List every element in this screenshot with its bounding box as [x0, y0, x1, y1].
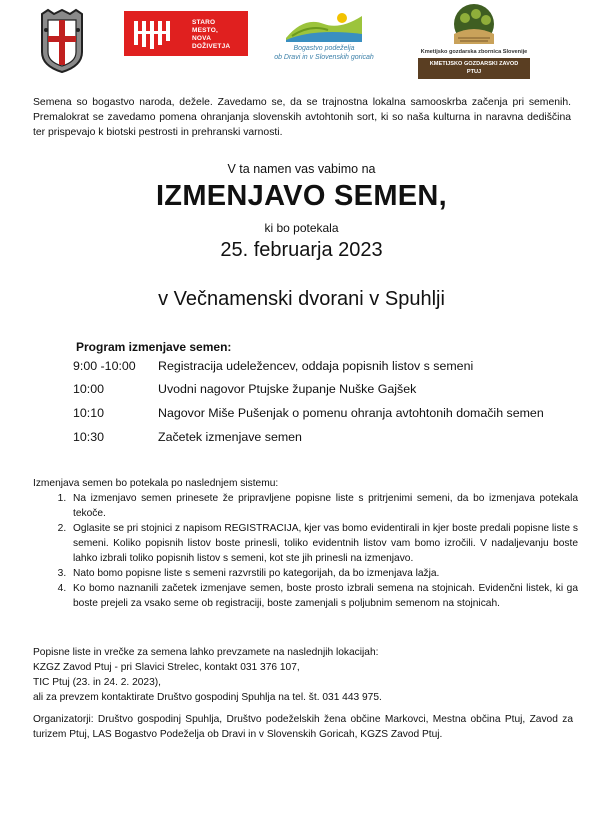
program-description: Uvodni nagovor Ptujske županje Nuške Gajšek: [158, 382, 417, 396]
organizers-paragraph: Organizatorji: Društvo gospodinj Spuhlja, Društvo podeželskih žena občine Markovci, Mestna občina Ptuj, Zavod za turizem Ptuj, LAS Bogastvo Podeželja ob Dravi in v Slovenskih Goricah, KGZS Zavod Ptuj.: [33, 714, 573, 740]
locations-line: KZGZ Zavod Ptuj - pri Slavici Strelec, kontakt 031 376 107,: [33, 662, 300, 673]
invite-line: V ta namen vas vabimo na: [227, 162, 376, 176]
kgz-logo-top-line: Kmetijsko gozdarska zbornica Slovenije: [420, 49, 528, 55]
kgz-ptuj-logo: [414, 4, 534, 80]
program-time: 10:00: [73, 382, 105, 396]
las-logo-line: Bogastvo podeželja: [293, 45, 355, 52]
las-logo: [264, 10, 384, 78]
system-step: 1. Na izmenjavo semen prinesete že pripravljene popisne liste s pritrjenimi semeni, da bo izmenjava potekala tekoče.: [69, 491, 578, 521]
logo-bar: [0, 0, 603, 90]
las-logo-line: ob Dravi in v Slovenskih goricah: [274, 54, 374, 61]
system-step: 3. Nato bomo popisne liste s semeni razvrstili po kategorijah, da bo izmenjava lažja.: [69, 566, 578, 581]
ptuj-logo-line: MESTO,: [192, 27, 219, 34]
exchange-system-section: [33, 476, 578, 611]
event-title: IZMENJAVO SEMEN,: [155, 180, 448, 212]
kgz-logo-box-line: KMETIJSKO GOZDARSKI ZAVOD: [429, 61, 519, 67]
kgz-logo-box: [418, 58, 530, 79]
kgz-logo-box-line: PTUJ: [466, 69, 482, 75]
intro-paragraph: Semena so bogastvo naroda, dežele. Zavedamo se, da se trajnostna lokalna samooskrba začenja pri semenih. Premalokrat se zavedamo pomena ohranjanja slovenskih avtohtonih sort, ki so naša kulturna in naravna dediščina ter prispevajo k biotski pestrosti in prehranski varnosti.: [33, 97, 571, 138]
ptuj-logo-line: STARO: [192, 19, 216, 26]
ptuj-logo-line: NOVA: [192, 35, 212, 42]
program-description: Registracija udeležencev, oddaja popisnih listov s semeni: [158, 359, 474, 373]
program-time: 9:00 -10:00: [73, 359, 136, 373]
system-step: 4. Ko bomo naznanili začetek izmenjave semen, boste prosto izbrali semena na stojnicah. Evidenčni listek, ki ga boste prejeli za vsako seme ob registraciji, boste zamenjali s poljubnim semenom na stojnicah.: [69, 581, 578, 611]
system-step: 2. Oglasite se pri stojnici z napisom REGISTRACIJA, kjer vas bomo evidentirali in kjer boste predali popisne liste s semeni. Koliko popisnih listov boste prinesli, toliko evidentnih listov vam bomo izročili. V nadaljevanju boste lahko izbrali toliko popisnih listov s semeni, kot ste jih prinesli na izmenjavo.: [69, 521, 578, 566]
program-section: [73, 340, 593, 444]
event-date: 25. februarja 2023: [220, 239, 383, 261]
event-venue: v Večnamenski dvorani v Spuhlji: [158, 288, 445, 310]
municipal-coat-of-arms-logo: [38, 8, 86, 74]
program-title: Program izmenjave semen:: [76, 340, 232, 354]
program-time: 10:10: [73, 406, 105, 420]
ptuj-city-logo: [124, 11, 248, 56]
program-description: Nagovor Miše Pušenjak o pomenu ohranja avtohtonih domačih semen: [158, 406, 544, 420]
locations-line: Popisne liste in vrečke za semena lahko prevzamete na naslednjih lokacijah:: [33, 647, 379, 658]
ptuj-logo-line: DOŽIVETJA: [192, 43, 231, 50]
program-description: Začetek izmenjave semen: [158, 430, 302, 444]
program-time: 10:30: [73, 430, 105, 444]
locations-line: TIC Ptuj (23. in 24. 2. 2023),: [33, 677, 161, 688]
system-intro: Izmenjava semen bo potekala po naslednjem sistemu:: [33, 478, 279, 489]
pickup-locations-section: [33, 645, 578, 705]
held-line: ki bo potekala: [264, 221, 339, 235]
locations-line: ali za prevzem kontaktirate Društvo gospodinj Spuhlja na tel. št. 031 443 975.: [33, 692, 382, 703]
system-steps-list: [33, 491, 578, 611]
